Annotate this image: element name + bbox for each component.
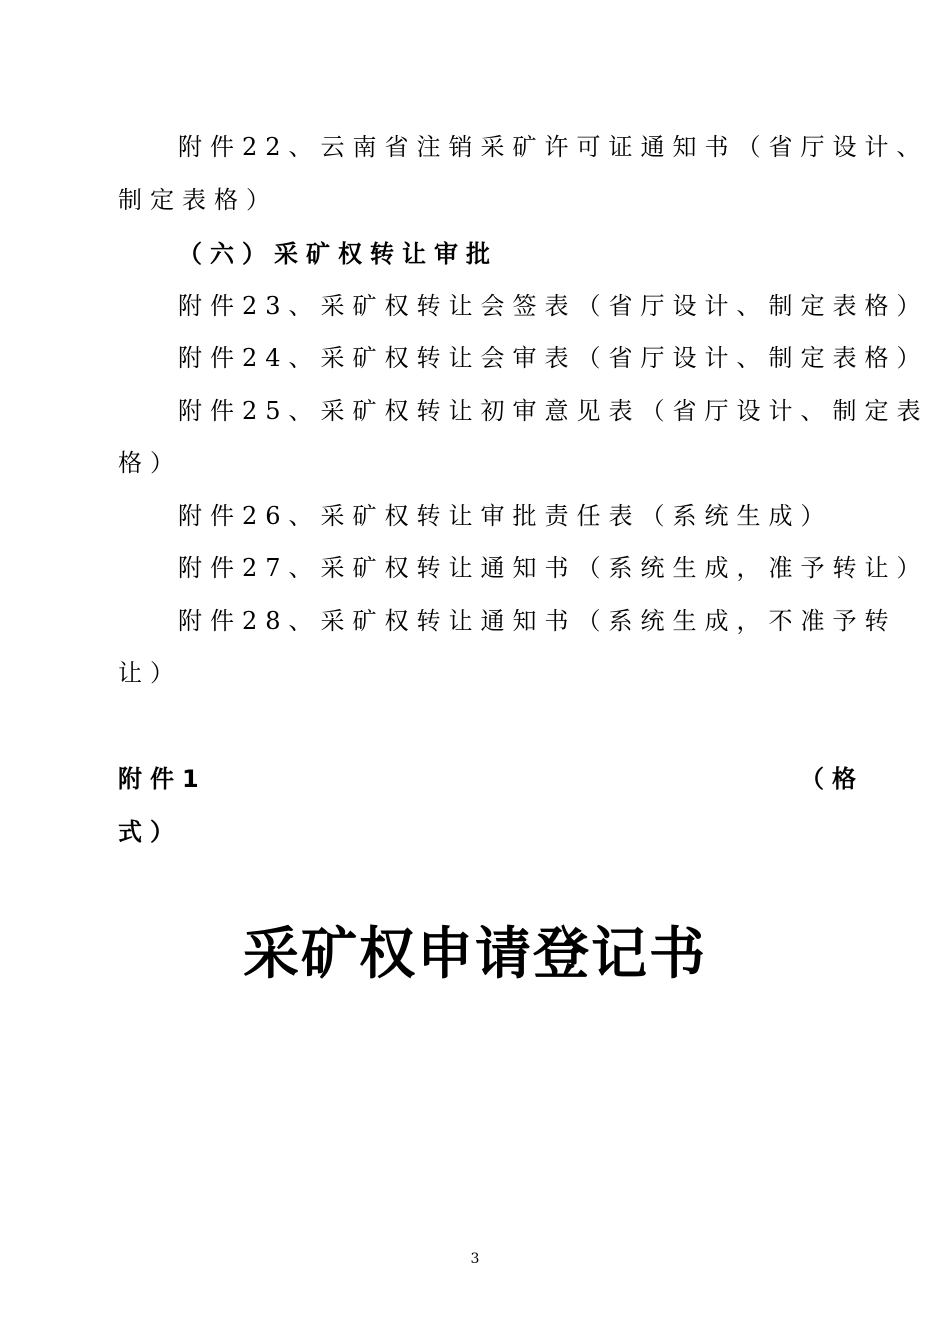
attachment-25-continuation: 格） — [118, 449, 182, 477]
attachment-28-line: 附件28、采矿权转让通知书（系统生成，不准予转 — [178, 607, 897, 635]
attachment-22-continuation: 制定表格） — [118, 186, 278, 214]
section-heading: （六）采矿权转让审批 — [178, 240, 498, 268]
attachment-25-line: 附件25、采矿权转让初审意见表（省厅设计、制定表 — [178, 397, 929, 425]
attachment-27-line: 附件27、采矿权转让通知书（系统生成，准予转让） — [178, 554, 929, 582]
attachment-28-continuation: 让） — [118, 659, 182, 687]
format-label-open: （格 — [800, 765, 864, 793]
document-title: 采矿权申请登记书 — [243, 922, 707, 987]
attachment-26-line: 附件26、采矿权转让审批责任表（系统生成） — [178, 502, 833, 530]
attachment-23-line: 附件23、采矿权转让会签表（省厅设计、制定表格） — [178, 292, 929, 320]
attachment-22-line: 附件22、云南省注销采矿许可证通知书（省厅设计、 — [178, 133, 929, 161]
format-label-close: 式） — [118, 818, 182, 846]
attachment-1-label: 附件1 — [118, 765, 207, 793]
page-number: 3 — [470, 1251, 480, 1267]
attachment-24-line: 附件24、采矿权转让会审表（省厅设计、制定表格） — [178, 344, 929, 372]
